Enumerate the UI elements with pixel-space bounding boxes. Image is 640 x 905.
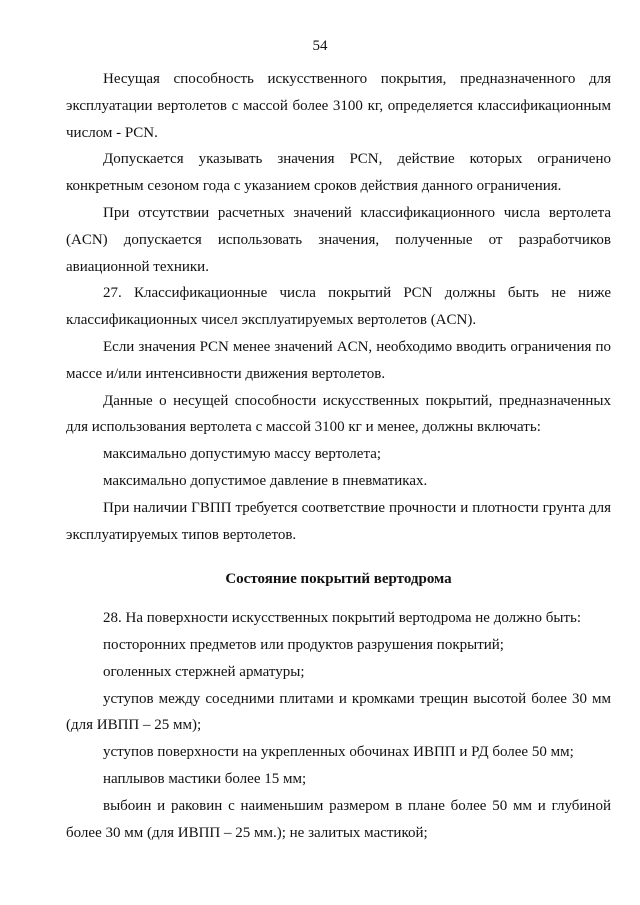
list-item: наплывов мастики более 15 мм; xyxy=(103,770,307,787)
paragraph: Данные о несущей способности искусственных покрытий, предназначенных для использования вертолета с массой 3100 кг и менее, должны включать: xyxy=(66,392,611,436)
paragraph: Несущая способность искусственного покрытия, предназначенного для эксплуатации вертолетов с массой более 3100 кг, определяется классификационным числом - PCN. xyxy=(66,71,611,141)
paragraph: При отсутствии расчетных значений классификационного числа вертолета (ACN) допускается использовать значения, полученные от разработчиков авиационной техники. xyxy=(66,204,611,275)
list-item: оголенных стержней арматуры; xyxy=(103,663,305,680)
paragraph: 27. Классификационные числа покрытий PCN должны быть не ниже классификационных чисел эксплуатируемых вертолетов (ACN). xyxy=(66,285,611,329)
paragraph: 28. На поверхности искусственных покрытий вертодрома не должно быть: xyxy=(103,610,582,627)
page-number: 54 xyxy=(312,38,328,54)
document-body xyxy=(66,66,611,846)
list-item: максимально допустимое давление в пневматиках. xyxy=(103,472,428,489)
list-item: уступов между соседними плитами и кромками трещин высотой более 30 мм (для ИВПП – 25 мм); xyxy=(66,690,611,734)
list-item: посторонних предметов или продуктов разрушения покрытий; xyxy=(103,636,504,653)
paragraph: При наличии ГВПП требуется соответствие прочности и плотности грунта для эксплуатируемых типов вертолетов. xyxy=(66,499,611,543)
section-heading: Состояние покрытий вертодрома xyxy=(225,571,452,588)
list-item: уступов поверхности на укрепленных обочинах ИВПП и РД более 50 мм; xyxy=(103,744,574,761)
list-item: выбоин и раковин с наименьшим размером в плане более 50 мм и глубиной более 30 мм (для ИВПП – 25 мм.); не залитых мастикой; xyxy=(66,797,611,841)
list-item: максимально допустимую массу вертолета; xyxy=(103,446,382,463)
paragraph: Если значения PCN менее значений ACN, необходимо вводить ограничения по массе и/или интенсивности движения вертолетов. xyxy=(66,338,611,382)
paragraph: Допускается указывать значения PCN, действие которых ограничено конкретным сезоном года с указанием сроков действия данного ограничения. xyxy=(66,151,611,195)
